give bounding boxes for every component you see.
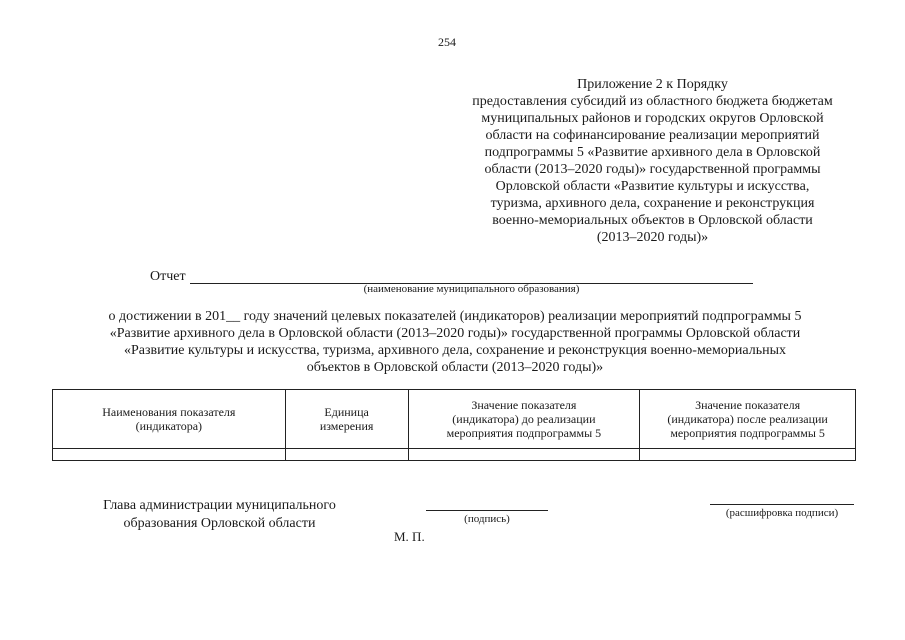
column-header-value-before: Значение показателя (индикатора) до реализации мероприятия подпрограммы 5 bbox=[408, 390, 640, 449]
page-number: 254 bbox=[438, 35, 456, 49]
seal-place: М. П. bbox=[394, 529, 425, 544]
column-header-indicator-name: Наименования показателя (индикатора) bbox=[53, 390, 286, 449]
appendix-line: муниципальных районов и городских округов Орловской bbox=[481, 111, 824, 126]
subject-line: о достижении в 201__ году значений целевых показателей (индикаторов) реализации мероприятий подпрограммы 5 bbox=[108, 309, 802, 324]
subject-line: объектов в Орловской области (2013–2020 годы)» bbox=[306, 360, 604, 375]
table-row bbox=[53, 449, 856, 461]
table-header-row bbox=[53, 390, 856, 449]
signature-hint: (подпись) bbox=[464, 513, 510, 525]
appendix-line: подпрограммы 5 «Развитие архивного дела в Орловской bbox=[484, 145, 821, 160]
appendix-line: (2013–2020 годы)» bbox=[596, 230, 709, 245]
signature-decode-hint: (расшифровка подписи) bbox=[725, 507, 839, 519]
appendix-line: области (2013–2020 годы)» государственной программы bbox=[484, 162, 821, 177]
appendix-header bbox=[455, 76, 850, 246]
appendix-line: предоставления субсидий из областного бюджета бюджетам bbox=[472, 94, 833, 109]
indicators-table bbox=[52, 389, 856, 461]
appendix-line: туризма, архивного дела, сохранение и реконструкция bbox=[490, 196, 815, 211]
table-cell bbox=[640, 449, 856, 461]
appendix-line: Приложение 2 к Порядку bbox=[577, 77, 728, 92]
signature-decode-fill-line bbox=[710, 504, 854, 505]
column-header-unit: Единица измерения bbox=[285, 390, 408, 449]
municipality-hint: (наименование муниципального образования) bbox=[363, 283, 580, 295]
signature-fill-line bbox=[426, 510, 548, 511]
report-subject bbox=[60, 308, 850, 376]
appendix-line: Орловской области «Развитие культуры и искусства, bbox=[495, 179, 810, 194]
subject-line: «Развитие архивного дела в Орловской области (2013–2020 годы)» государственной программы Орловской области bbox=[109, 326, 801, 341]
table-cell bbox=[53, 449, 286, 461]
report-label: Отчет bbox=[150, 269, 186, 284]
appendix-line: области на софинансирование реализации мероприятий bbox=[485, 128, 820, 143]
table-cell bbox=[408, 449, 640, 461]
subject-line: «Развитие культуры и искусства, туризма, архивного дела, сохранение и реконструкция военно-мемориальных bbox=[124, 343, 786, 358]
signatory-title: Глава администрации муниципального образования Орловской области bbox=[103, 498, 336, 531]
appendix-line: военно-мемориальных объектов в Орловской области bbox=[492, 213, 813, 228]
table-cell bbox=[285, 449, 408, 461]
column-header-value-after: Значение показателя (индикатора) после реализации мероприятия подпрограммы 5 bbox=[640, 390, 856, 449]
